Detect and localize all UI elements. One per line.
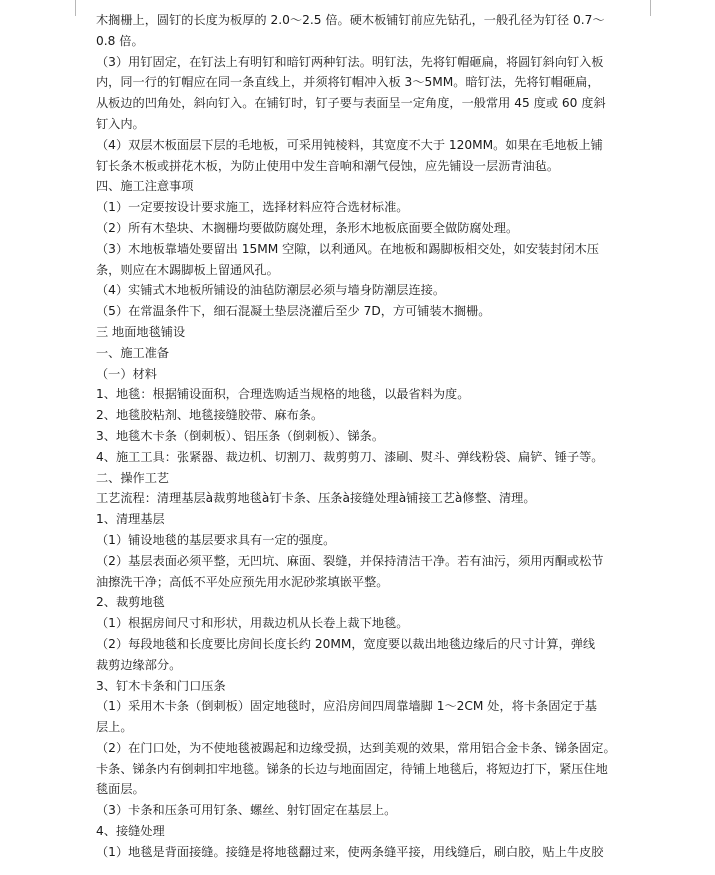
text-line: （1）一定要按设计要求施工，选择材料应符合选材标准。	[96, 200, 409, 215]
text-line: 层上。	[96, 720, 133, 735]
text-line: （4）实铺式木地板所铺设的油毡防潮层必须与墙身防潮层连接。	[96, 283, 446, 298]
text-line: 条，则应在木踢脚板上留通风孔。	[96, 262, 279, 277]
text-line: 2、地毯胶粘剂、地毯接缝胶带、麻布条。	[96, 408, 324, 423]
text-line: 一、施工准备	[96, 345, 170, 360]
text-line: 四、施工注意事项	[96, 179, 194, 194]
text-line: 3、地毯木卡条（倒刺板）、铝压条（倒刺板）、锑条。	[96, 428, 385, 443]
text-line: 裁剪边缘部分。	[96, 657, 182, 672]
text-line: 4、施工工具：张紧器、裁边机、切割刀、裁剪剪刀、漆刷、熨斗、弹线粉袋、扁铲、锤子等。	[96, 449, 604, 464]
text-line: （4）双层木板面层下层的毛地板，可采用钝棱料，其宽度不大于 120MM。如果在毛地板上铺	[96, 137, 603, 152]
text-line: （3）用钉固定，在钉法上有明钉和暗钉两种钉法。明钉法，先将钉帽砸扁，将圆钉斜向钉入板	[96, 54, 604, 69]
text-line: 钉长条木板或拼花木板，为防止使用中发生音响和潮气侵蚀，应先铺设一层沥青油毡。	[96, 158, 560, 173]
text-line: 油擦洗干净；高低不平处应预先用水泥砂浆填嵌平整。	[96, 574, 389, 589]
text-line: 1、地毯：根据铺设面积，合理选购适当规格的地毯，以最省料为度。	[96, 387, 470, 402]
text-line: （5）在常温条件下，细石混凝土垫层浇灌后至少 7D，方可铺装木搁栅。	[96, 304, 491, 319]
text-line: 0.8 倍。	[96, 33, 144, 48]
text-line: （2）基层表面必须平整，无凹坑、麻面、裂缝，并保持清洁干净。若有油污，须用丙酮或松节	[96, 553, 604, 568]
text-line: （2）每段地毯和长度要比房间长度长约 20MM，宽度要以裁出地毯边缘后的尺寸计算，弹线	[96, 636, 596, 651]
text-line: （1）铺设地毯的基层要求具有一定的强度。	[96, 532, 336, 547]
text-line: （1）根据房间尺寸和形状，用裁边机从长卷上裁下地毯。	[96, 616, 409, 631]
text-line: 内，同一行的钉帽应在同一条直线上，并须将钉帽冲入板 3～5MM。暗钉法，先将钉帽砸扁，	[96, 75, 600, 90]
text-line: 三 地面地毯铺设	[96, 324, 186, 339]
text-line: 2、裁剪地毯	[96, 595, 165, 610]
text-line: （1）地毯是背面接缝。接缝是将地毯翻过来，使两条缝平接，用线缝后，刷白胶，贴上牛皮胶	[96, 844, 604, 859]
text-line: 毯面层。	[96, 782, 145, 797]
text-line: （2）在门口处，为不使地毯被踢起和边缘受损，达到美观的效果，常用铝合金卡条、锑条固定。	[96, 740, 616, 755]
text-line: （2）所有木垫块、木搁栅均要做防腐处理，条形木地板底面要全做防腐处理。	[96, 220, 519, 235]
text-line: （1）采用木卡条（倒刺板）固定地毯时，应沿房间四周靠墙脚 1～2CM 处，将卡条固定于基	[96, 699, 597, 714]
text-line: 二、操作工艺	[96, 470, 170, 485]
text-line: 钉入内。	[96, 116, 145, 131]
text-line: （3）木地板靠墙处要留出 15MM 空隙，以利通风。在地板和踢脚板相交处，如安装封闭木压	[96, 241, 599, 256]
text-line: 从板边的凹角处，斜向钉入。在铺钉时，钉子要与表面呈一定角度，一般常用 45 度或 60 度斜	[96, 96, 606, 111]
text-line: （3）卡条和压条可用钉条、螺丝、射钉固定在基层上。	[96, 803, 397, 818]
text-line: 1、清理基层	[96, 512, 165, 527]
text-line: 木搁栅上，圆钉的长度为板厚的 2.0～2.5 倍。硬木板铺钉前应先钻孔，一般孔径为钉径 0.7～	[96, 13, 605, 27]
text-line: 卡条、锑条内有倒刺扣牢地毯。锑条的长边与地面固定，待铺上地毯后，将短边打下，紧压住地	[96, 761, 608, 776]
text-line: 3、钉木卡条和门口压条	[96, 678, 226, 693]
left-margin-marker	[75, 0, 76, 16]
text-line: （一）材料	[96, 366, 157, 381]
text-line: 4、接缝处理	[96, 824, 165, 839]
document-body	[96, 10, 656, 863]
text-line: 工艺流程：清理基层à裁剪地毯à钉卡条、压条à接缝处理à铺接工艺à修整、清理。	[96, 491, 536, 506]
